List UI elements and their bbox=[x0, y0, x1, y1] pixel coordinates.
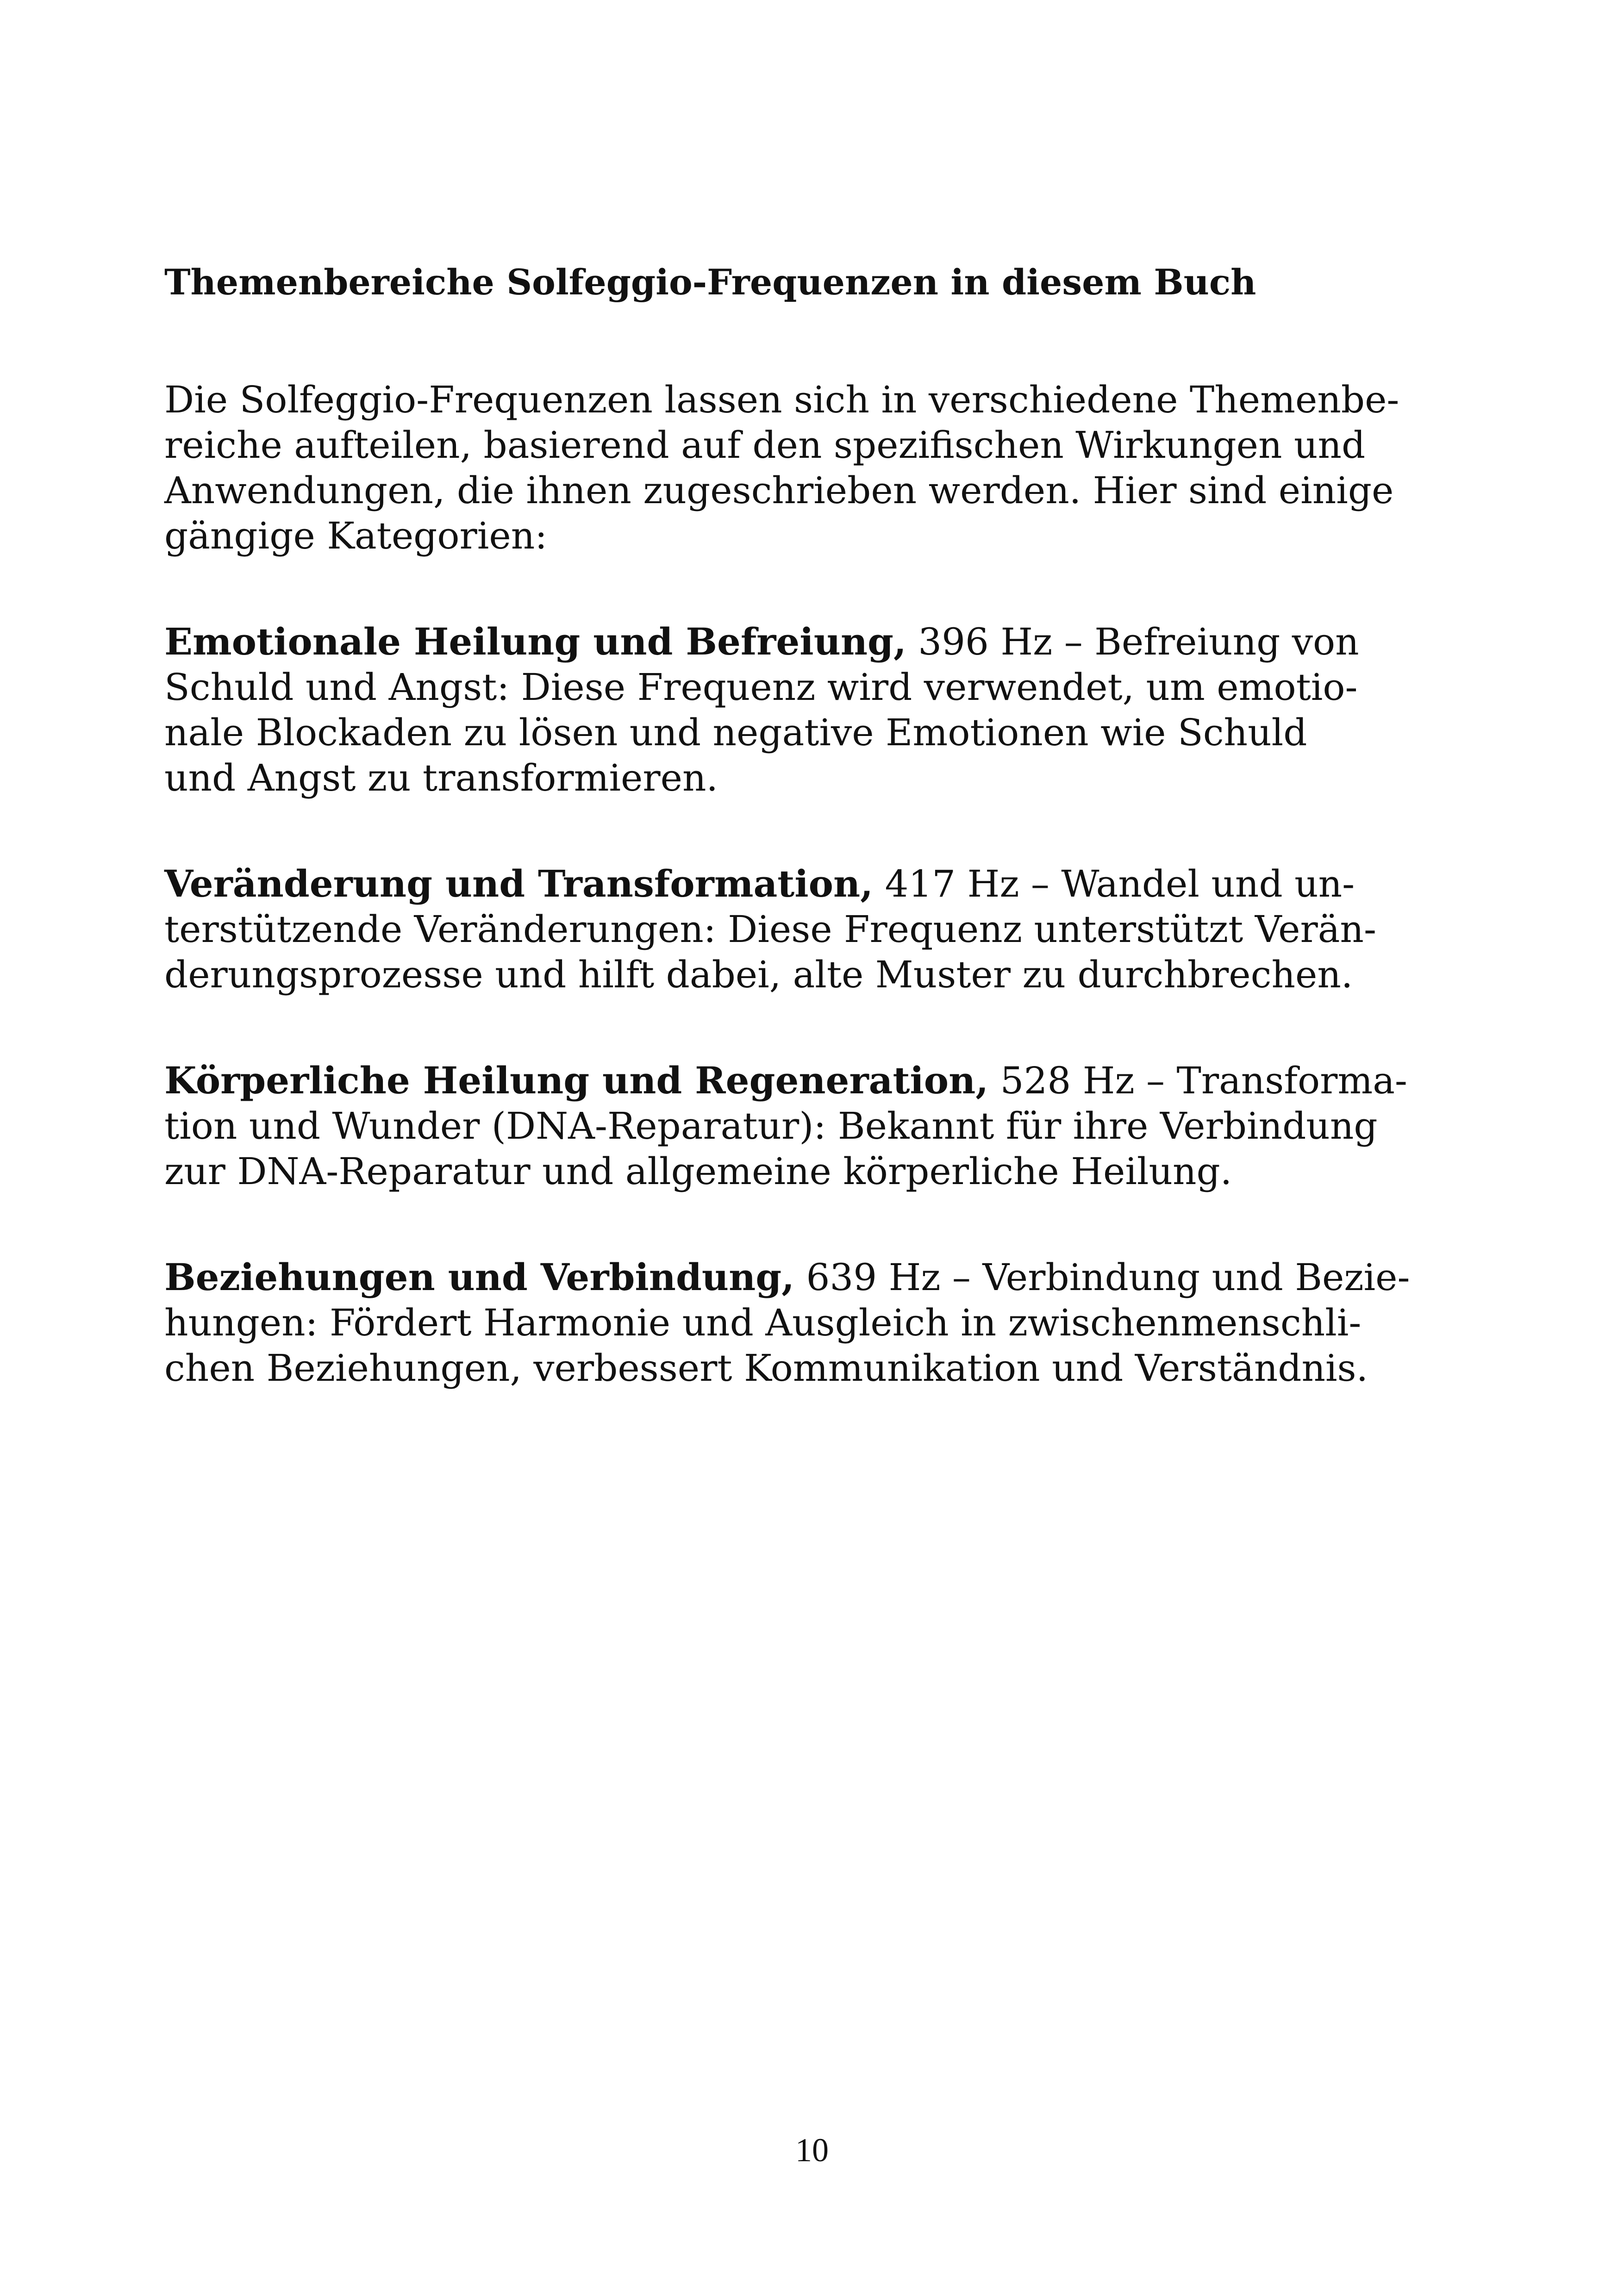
category-title: Beziehungen und Verbindung, bbox=[164, 1255, 795, 1299]
category-paragraph-emotional-healing bbox=[164, 619, 1414, 801]
text-line: Schuld und Angst: Diese Frequenz wird verwendet, um emotio- bbox=[164, 666, 1358, 709]
category-frequency-text: 417 Hz – Wandel und un- bbox=[873, 862, 1355, 905]
category-frequency-text: 528 Hz – Transforma- bbox=[988, 1059, 1407, 1102]
text-line bbox=[164, 619, 1414, 665]
text-line bbox=[164, 1058, 1414, 1104]
text-line: derungsprozesse und hilft dabei, alte Muster zu durchbrechen. bbox=[164, 953, 1353, 996]
text-line: gängige Kategorien: bbox=[164, 514, 548, 557]
category-paragraph-physical-healing bbox=[164, 1058, 1414, 1194]
category-paragraph-relationships bbox=[164, 1254, 1414, 1391]
text-line bbox=[164, 861, 1414, 907]
text-line: chen Beziehungen, verbessert Kommunikation und Verständnis. bbox=[164, 1347, 1368, 1390]
page-content bbox=[164, 259, 1414, 1451]
text-line: Die Solfeggio-Frequenzen lassen sich in verschiedene Themenbe- bbox=[164, 378, 1399, 421]
category-title: Veränderung und Transformation, bbox=[164, 862, 874, 905]
section-heading: Themenbereiche Solfeggio-Frequenzen in diesem Buch bbox=[164, 262, 1256, 303]
text-line: hungen: Fördert Harmonie und Ausgleich in zwischenmenschli- bbox=[164, 1301, 1362, 1344]
category-frequency-text: 639 Hz – Verbindung und Bezie- bbox=[794, 1256, 1410, 1299]
text-line: zur DNA-Reparatur und allgemeine körperliche Heilung. bbox=[164, 1150, 1232, 1193]
text-line bbox=[164, 1254, 1414, 1300]
category-title: Emotionale Heilung und Befreiung, bbox=[164, 620, 906, 663]
category-paragraph-transformation bbox=[164, 861, 1414, 998]
text-line: nale Blockaden zu lösen und negative Emotionen wie Schuld bbox=[164, 711, 1307, 754]
text-line: und Angst zu transformieren. bbox=[164, 756, 718, 799]
page-number: 10 bbox=[795, 2132, 829, 2169]
category-frequency-text: 396 Hz – Befreiung von bbox=[906, 620, 1359, 663]
category-title: Körperliche Heilung und Regeneration, bbox=[164, 1059, 989, 1102]
text-line: Anwendungen, die ihnen zugeschrieben werden. Hier sind einige bbox=[164, 469, 1394, 512]
text-line: terstützende Veränderungen: Diese Frequenz unterstützt Verän- bbox=[164, 908, 1376, 951]
text-line: tion und Wunder (DNA-Reparatur): Bekannt für ihre Verbindung bbox=[164, 1104, 1378, 1148]
intro-paragraph bbox=[164, 377, 1414, 559]
text-line: reiche aufteilen, basierend auf den spezifischen Wirkungen und bbox=[164, 424, 1366, 467]
